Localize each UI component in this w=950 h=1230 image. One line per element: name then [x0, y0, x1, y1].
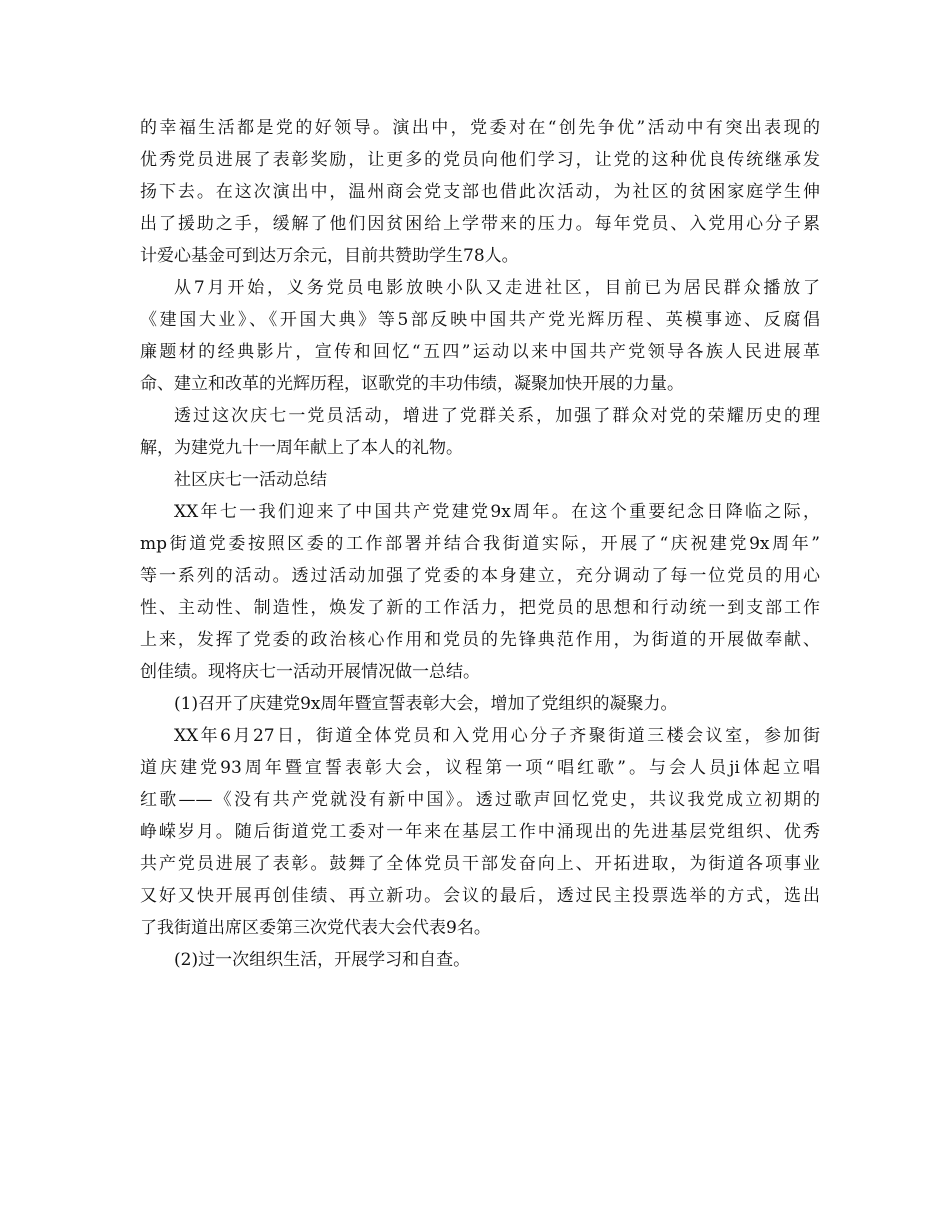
- text-line: 从7月开始，义务党员电影放映小队又走进社区，目前已为居民群众播放了: [174, 278, 820, 298]
- text-line: 解，为建党九十一周年献上了本人的礼物。: [140, 438, 463, 458]
- text-line: 计爱心基金可到达万余元，目前共赞助学生78人。: [140, 246, 519, 266]
- text-line: 创佳绩。现将庆七一活动开展情况做一总结。: [140, 662, 480, 682]
- text-line: 等一系列的活动。透过活动加强了党委的本身建立，充分调动了每一位党员的用心: [140, 566, 820, 586]
- text-line: 上来，发挥了党委的政治核心作用和党员的先锋典范作用，为街道的开展做奉献、: [140, 630, 820, 650]
- text-line: 出了援助之手，缓解了他们因贫困给上学带来的压力。每年党员、入党用心分子累: [140, 214, 820, 234]
- text-line: XX年6月27日，街道全体党员和入党用心分子齐聚街道三楼会议室，参加街: [174, 726, 820, 746]
- document-body: [140, 112, 820, 976]
- text-line: 《建国大业》、《开国大典》等5部反映中国共产党光辉历程、英模事迹、反腐倡: [140, 310, 820, 330]
- text-line: 廉题材的经典影片，宣传和回忆“五四”运动以来中国共产党领导各族人民进展革: [140, 342, 820, 362]
- text-line: 共产党员进展了表彰。鼓舞了全体党员干部发奋向上、开拓进取，为街道各项事业: [140, 854, 820, 874]
- text-line: (2)过一次组织生活，开展学习和自查。: [174, 950, 471, 970]
- text-line: mp街道党委按照区委的工作部署并结合我街道实际，开展了“庆祝建党9x周年”: [140, 534, 820, 554]
- text-line: 又好又快开展再创佳绩、再立新功。会议的最后，透过民主投票选举的方式，选出: [140, 886, 820, 906]
- text-line: (1)召开了庆建党9x周年暨宣誓表彰大会，增加了党组织的凝聚力。: [174, 694, 678, 714]
- section-heading: 社区庆七一活动总结: [174, 470, 327, 490]
- text-line: 透过这次庆七一党员活动，增进了党群关系，加强了群众对党的荣耀历史的理: [174, 406, 820, 426]
- text-line: 性、主动性、制造性，焕发了新的工作活力，把党员的思想和行动统一到支部工作: [140, 598, 820, 618]
- text-line: 了我街道出席区委第三次党代表大会代表9名。: [140, 918, 491, 938]
- text-line: 峥嵘岁月。随后街道党工委对一年来在基层工作中涌现出的先进基层党组织、优秀: [140, 822, 820, 842]
- text-line: 优秀党员进展了表彰奖励，让更多的党员向他们学习，让党的这种优良传统继承发: [140, 150, 820, 170]
- text-line: 命、建立和改革的光辉历程，讴歌党的丰功伟绩，凝聚加快开展的力量。: [140, 374, 684, 394]
- text-line: XX年七一我们迎来了中国共产党建党9x周年。在这个重要纪念日降临之际，: [174, 502, 820, 522]
- text-line: 的幸福生活都是党的好领导。演出中，党委对在“创先争优”活动中有突出表现的: [140, 118, 820, 138]
- text-line: 红歌——《没有共产党就没有新中国》。透过歌声回忆党史，共议我党成立初期的: [140, 790, 820, 810]
- text-line: 道庆建党93周年暨宣誓表彰大会，议程第一项“唱红歌”。与会人员ji体起立唱: [140, 758, 820, 778]
- text-line: 扬下去。在这次演出中，温州商会党支部也借此次活动，为社区的贫困家庭学生伸: [140, 182, 820, 202]
